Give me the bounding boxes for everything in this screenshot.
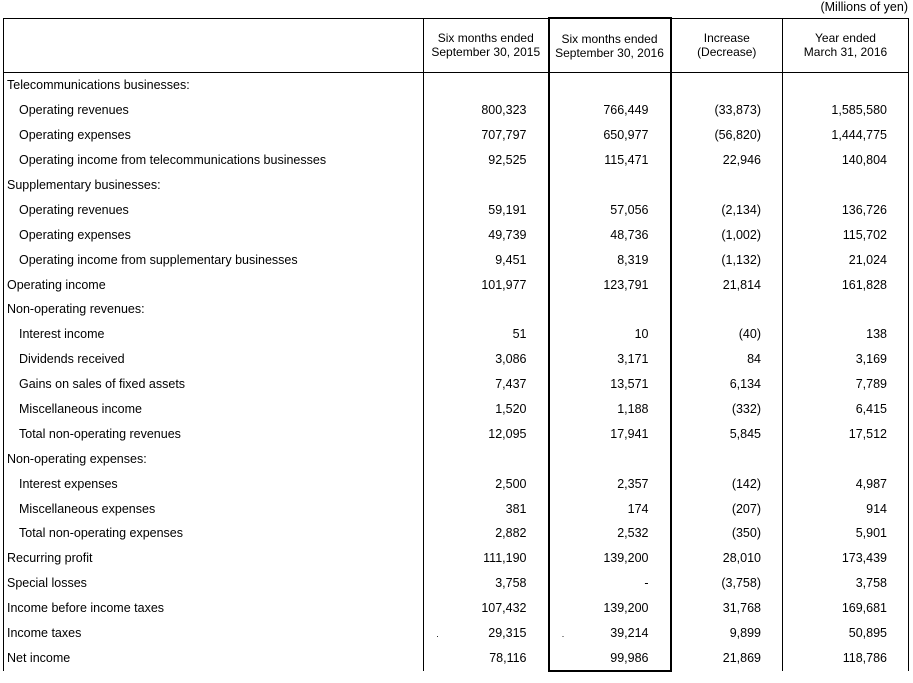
value-2015-text: 9,451 <box>495 252 527 267</box>
value-2015 <box>424 297 549 322</box>
header-col-2015-line2: September 30, 2015 <box>431 45 541 60</box>
value-2016-text: 57,056 <box>610 202 649 217</box>
value-change-text: 21,814 <box>722 277 761 292</box>
table-row <box>4 123 909 148</box>
table-row <box>4 322 909 347</box>
value-2015-text: 49,739 <box>488 227 527 242</box>
value-2015 <box>424 546 549 571</box>
value-fy2016-text: 161,828 <box>841 277 887 292</box>
value-2016-text: 139,200 <box>603 551 649 566</box>
value-fy2016 <box>783 421 909 446</box>
value-fy2016 <box>783 521 909 546</box>
value-change <box>671 446 783 471</box>
header-col-fy2016-line2: March 31, 2016 <box>803 45 888 60</box>
value-2016-text: 10 <box>634 327 649 342</box>
value-fy2016-text: 50,895 <box>848 626 887 641</box>
value-change-text: (33,873) <box>714 103 761 118</box>
value-fy2016 <box>783 98 909 123</box>
row-label: Recurring profit <box>4 546 424 571</box>
value-2015-text: 78,116 <box>489 651 527 666</box>
value-fy2016 <box>783 571 909 596</box>
footnote-mark: · <box>436 630 439 641</box>
value-fy2016-text: 136,726 <box>841 202 887 217</box>
row-label: Operating income <box>4 272 424 297</box>
value-2015 <box>424 272 549 297</box>
value-fy2016-text: 5,901 <box>855 526 887 541</box>
header-col-2015-line1: Six months ended <box>437 31 534 46</box>
row-label: Operating expenses <box>4 222 424 247</box>
value-change <box>671 347 783 372</box>
value-fy2016 <box>783 173 909 198</box>
value-fy2016-text: 3,169 <box>855 352 887 367</box>
row-label: Income before income taxes <box>4 596 424 621</box>
value-2015 <box>424 73 549 98</box>
value-2015-text: 3,758 <box>495 576 527 591</box>
value-2015 <box>424 247 549 272</box>
table-row <box>4 645 909 671</box>
value-fy2016 <box>783 73 909 98</box>
value-change-text: (3,758) <box>721 576 761 591</box>
row-label: Operating revenues <box>4 98 424 123</box>
value-2015-text: 381 <box>505 501 527 516</box>
value-fy2016 <box>783 197 909 222</box>
value-fy2016-text: 21,024 <box>848 252 887 267</box>
table-row <box>4 471 909 496</box>
value-fy2016 <box>783 471 909 496</box>
value-2016 <box>549 645 671 671</box>
unit-note: (Millions of yen) <box>820 0 908 14</box>
value-fy2016 <box>783 596 909 621</box>
value-change <box>671 397 783 422</box>
value-2015 <box>424 446 549 471</box>
value-change <box>671 322 783 347</box>
value-2015 <box>424 471 549 496</box>
table-row <box>4 73 909 98</box>
value-2016 <box>549 197 671 222</box>
value-2016 <box>549 173 671 198</box>
value-fy2016-text: 138 <box>866 327 887 342</box>
value-2015 <box>424 397 549 422</box>
row-label: Net income <box>4 645 424 671</box>
value-2016-text: 115,471 <box>604 153 649 168</box>
row-label: Miscellaneous expenses <box>4 496 424 521</box>
value-2016 <box>549 621 671 646</box>
value-2015 <box>424 173 549 198</box>
value-2016 <box>549 73 671 98</box>
value-2016 <box>549 247 671 272</box>
value-2016 <box>549 272 671 297</box>
value-change <box>671 596 783 621</box>
value-2016 <box>549 322 671 347</box>
table-row <box>4 446 909 471</box>
value-2016 <box>549 98 671 123</box>
value-2015 <box>424 571 549 596</box>
value-change <box>671 471 783 496</box>
table-row <box>4 347 909 372</box>
value-2015 <box>424 621 549 646</box>
value-2015 <box>424 645 549 671</box>
value-2016-text: - <box>644 576 649 591</box>
value-fy2016-text: 7,789 <box>855 377 887 392</box>
value-2015-text: 92,525 <box>488 153 527 168</box>
value-change-text: (1,132) <box>721 252 761 267</box>
value-change <box>671 546 783 571</box>
value-change-text: (350) <box>731 526 761 541</box>
value-change-text: (40) <box>738 327 761 342</box>
value-2016-text: 99,986 <box>610 650 649 665</box>
value-fy2016 <box>783 322 909 347</box>
value-fy2016 <box>783 297 909 322</box>
value-2015 <box>424 496 549 521</box>
value-change-text: 6,134 <box>729 377 761 392</box>
value-2015-text: 707,797 <box>481 128 527 143</box>
value-2015-text: 107,432 <box>481 601 527 616</box>
value-2016 <box>549 397 671 422</box>
value-2016-text: 123,791 <box>603 277 649 292</box>
value-fy2016 <box>783 546 909 571</box>
value-2016 <box>549 571 671 596</box>
value-fy2016 <box>783 372 909 397</box>
value-2015-text: 2,882 <box>495 526 527 541</box>
value-2015-text: 2,500 <box>495 476 527 491</box>
value-2015-text: 29,315 <box>488 626 527 641</box>
value-fy2016 <box>783 621 909 646</box>
value-2015-text: 800,323 <box>481 103 527 118</box>
value-2016-text: 139,200 <box>603 601 649 616</box>
value-2015-text: 12,095 <box>488 426 527 441</box>
value-2015 <box>424 222 549 247</box>
row-label: Total non-operating expenses <box>4 521 424 546</box>
header-col-2016 <box>549 18 671 73</box>
header-row <box>4 18 909 73</box>
value-change-text: 21,869 <box>722 651 761 666</box>
value-2016-text: 39,214 <box>610 626 649 641</box>
header-col-change-line1: Increase <box>703 31 750 46</box>
value-fy2016-text: 1,585,580 <box>831 103 887 118</box>
value-2015-text: 3,086 <box>495 352 527 367</box>
value-change-text: (207) <box>731 501 761 516</box>
value-fy2016-text: 169,681 <box>841 601 887 616</box>
value-change <box>671 148 783 173</box>
value-2016 <box>549 546 671 571</box>
value-change <box>671 247 783 272</box>
value-change <box>671 73 783 98</box>
value-2016 <box>549 222 671 247</box>
value-change <box>671 372 783 397</box>
value-fy2016 <box>783 397 909 422</box>
value-2015 <box>424 148 549 173</box>
table-row <box>4 596 909 621</box>
value-2016-text: 2,532 <box>617 526 649 541</box>
value-change-text: (2,134) <box>721 202 761 217</box>
header-col-2016-line2: September 30, 2016 <box>555 45 664 60</box>
table-row <box>4 297 909 322</box>
value-2016-text: 2,357 <box>617 476 649 491</box>
value-2016 <box>549 596 671 621</box>
table-row <box>4 222 909 247</box>
value-fy2016-text: 914 <box>866 501 887 516</box>
table-row <box>4 372 909 397</box>
row-label: Operating income from telecommunications businesses <box>4 148 424 173</box>
value-2016-text: 174 <box>627 501 649 516</box>
value-2016-text: 48,736 <box>610 227 649 242</box>
value-change <box>671 621 783 646</box>
value-2015-text: 7,437 <box>495 377 527 392</box>
value-2016 <box>549 297 671 322</box>
value-2016-text: 17,941 <box>610 426 649 441</box>
value-fy2016-text: 6,415 <box>855 402 887 417</box>
header-col-fy2016-line1: Year ended <box>815 31 876 46</box>
value-change <box>671 645 783 671</box>
row-label: Interest income <box>4 322 424 347</box>
value-change-text: (56,820) <box>714 128 761 143</box>
table-row <box>4 546 909 571</box>
value-fy2016-text: 118,786 <box>842 651 887 666</box>
value-change <box>671 173 783 198</box>
value-change-text: 28,010 <box>722 551 761 566</box>
value-change <box>671 98 783 123</box>
value-2016 <box>549 496 671 521</box>
value-change <box>671 571 783 596</box>
value-2015 <box>424 322 549 347</box>
value-2016 <box>549 123 671 148</box>
value-change <box>671 123 783 148</box>
value-fy2016 <box>783 347 909 372</box>
header-col-change <box>671 18 783 73</box>
value-change-text: 31,768 <box>722 601 761 616</box>
header-label-cell <box>4 18 424 73</box>
value-2015 <box>424 98 549 123</box>
value-2016 <box>549 446 671 471</box>
value-change-text: (1,002) <box>721 227 761 242</box>
value-2015 <box>424 521 549 546</box>
value-fy2016-text: 115,702 <box>842 227 887 242</box>
value-change <box>671 197 783 222</box>
value-change-text: (142) <box>731 476 761 491</box>
value-change-text: 9,899 <box>729 626 761 641</box>
value-2016-text: 3,171 <box>617 352 649 367</box>
value-2015 <box>424 596 549 621</box>
value-2015-text: 59,191 <box>488 202 527 217</box>
row-label: Miscellaneous income <box>4 397 424 422</box>
row-label: Special losses <box>4 571 424 596</box>
value-fy2016-text: 140,804 <box>841 153 887 168</box>
value-fy2016 <box>783 496 909 521</box>
value-2015 <box>424 123 549 148</box>
row-label: Non-operating revenues: <box>4 297 424 322</box>
value-2016 <box>549 148 671 173</box>
value-fy2016-text: 3,758 <box>855 576 887 591</box>
row-label: Interest expenses <box>4 471 424 496</box>
value-2016-text: 650,977 <box>603 128 649 143</box>
row-label: Dividends received <box>4 347 424 372</box>
table-row <box>4 98 909 123</box>
footnote-mark: · <box>561 630 565 641</box>
value-2016-text: 766,449 <box>603 103 649 118</box>
value-2015 <box>424 347 549 372</box>
table-row <box>4 521 909 546</box>
value-2015-text: 1,520 <box>495 402 527 417</box>
value-2016 <box>549 521 671 546</box>
value-2016-text: 1,188 <box>617 402 649 417</box>
value-2016 <box>549 421 671 446</box>
table-row <box>4 571 909 596</box>
table-row <box>4 496 909 521</box>
value-2015-text: 101,977 <box>481 277 527 292</box>
table-row <box>4 621 909 646</box>
value-2016-text: 13,571 <box>610 377 649 392</box>
row-label: Total non-operating revenues <box>4 421 424 446</box>
value-2016 <box>549 372 671 397</box>
value-change <box>671 496 783 521</box>
table-row <box>4 173 909 198</box>
value-fy2016 <box>783 222 909 247</box>
table-row <box>4 197 909 222</box>
value-fy2016 <box>783 645 909 671</box>
income-statement-table <box>3 17 909 672</box>
table-row <box>4 247 909 272</box>
value-change-text: 84 <box>747 352 761 367</box>
table-row <box>4 421 909 446</box>
value-change <box>671 521 783 546</box>
row-label: Income taxes <box>4 621 424 646</box>
row-label: Gains on sales of fixed assets <box>4 372 424 397</box>
value-fy2016-text: 17,512 <box>848 426 887 441</box>
value-fy2016-text: 4,987 <box>855 476 887 491</box>
value-2015-text: 111,190 <box>483 551 527 566</box>
value-2016 <box>549 471 671 496</box>
value-change-text: (332) <box>731 402 761 417</box>
value-change-text: 5,845 <box>729 426 761 441</box>
row-label: Telecommunications businesses: <box>4 73 424 98</box>
value-fy2016-text: 173,439 <box>841 551 887 566</box>
value-2016 <box>549 347 671 372</box>
value-2015 <box>424 421 549 446</box>
value-fy2016 <box>783 272 909 297</box>
value-change <box>671 297 783 322</box>
value-change-text: 22,946 <box>722 153 761 168</box>
value-fy2016 <box>783 148 909 173</box>
header-col-change-line2: (Decrease) <box>697 45 757 60</box>
value-change <box>671 272 783 297</box>
value-fy2016 <box>783 123 909 148</box>
table-row <box>4 272 909 297</box>
value-change <box>671 421 783 446</box>
value-fy2016 <box>783 446 909 471</box>
value-2016-text: 8,319 <box>617 252 649 267</box>
header-col-2016-line1: Six months ended <box>561 31 658 46</box>
value-change <box>671 222 783 247</box>
row-label: Supplementary businesses: <box>4 173 424 198</box>
row-label: Operating revenues <box>4 197 424 222</box>
value-2015-text: 51 <box>512 327 527 342</box>
value-fy2016-text: 1,444,775 <box>831 128 887 143</box>
value-2015 <box>424 197 549 222</box>
value-2015 <box>424 372 549 397</box>
value-fy2016 <box>783 247 909 272</box>
row-label: Operating income from supplementary businesses <box>4 247 424 272</box>
header-col-fy2016 <box>783 18 909 73</box>
table-row <box>4 148 909 173</box>
header-col-2015 <box>424 18 549 73</box>
table-row <box>4 397 909 422</box>
row-label: Operating expenses <box>4 123 424 148</box>
row-label: Non-operating expenses: <box>4 446 424 471</box>
